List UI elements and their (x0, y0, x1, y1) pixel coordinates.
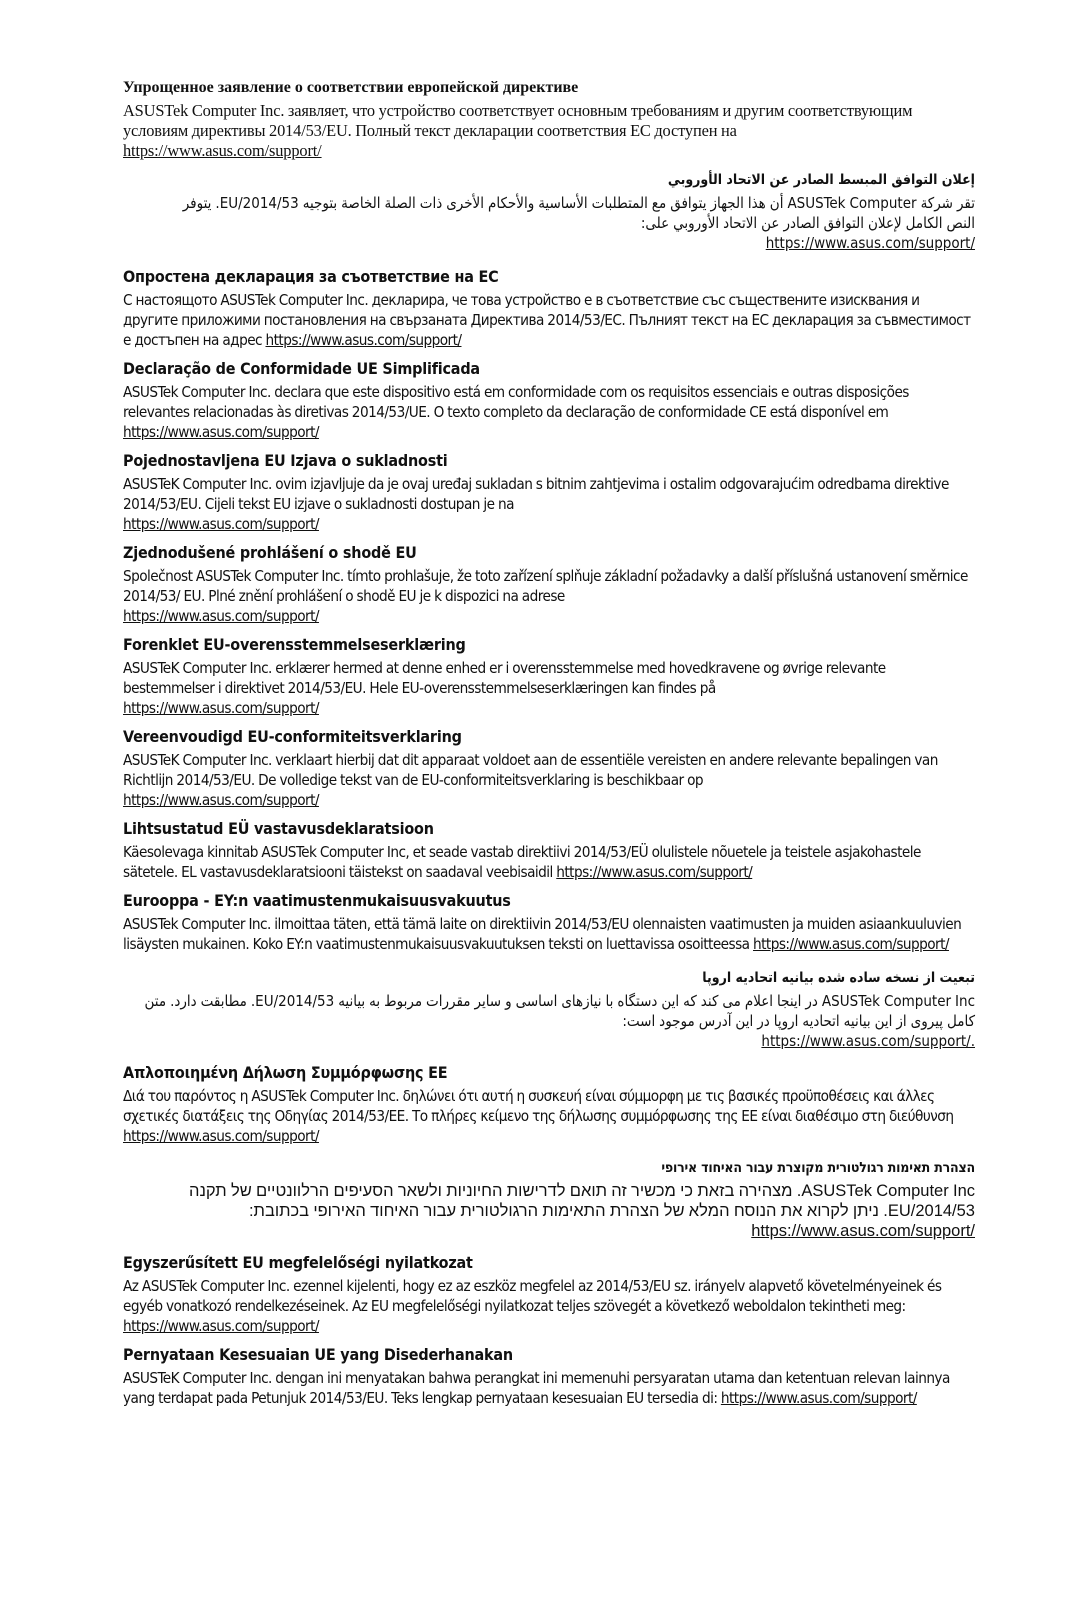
section-body: Διά του παρόντος η ASUSTek Computer Inc. δηλώνει ότι αυτή η συσκευή είναι σύμμορφη με τις βασικές προϋποθέσεις και άλλες σχετικές διατάξεις της Οδηγίας 2014/53/ΕΕ. Το πλήρες κείμενο της δήλωσης συμμόρφωσης της ΕΕ είναι διαθέσιμο στη διεύθυνση https://www.asus.com/support/ (123, 1087, 954, 1145)
section-body: ASUSTek Computer Inc در اینجا اعلام می کند که این دستگاه با نیازهای اساسی و سایر مقررات مربوط به بیانیه 2014/53/EU. مطابقت دارد. متن کامل پیروی از این بیانیه اتحادیه اروپا در این آدرس موجود است: https://www.asus.com/support/. (144, 992, 975, 1050)
section-indonesian (123, 1345, 975, 1408)
support-link[interactable]: https://www.asus.com/support/ (123, 141, 322, 160)
section-finnish (123, 891, 975, 954)
section-body: Společnost ASUSTek Computer Inc. tímto prohlašuje, že toto zařízení splňuje základní požadavky a další příslušná ustanovení směrnice 2014/53/ EU. Plné znění prohlášení o shodě EU je k dispozici na adrese https://www.asus.com/support/ (123, 567, 968, 625)
section-heading: Egyszerűsített EU megfelelőségi nyilatkozat (123, 1253, 473, 1272)
section-heading: إعلان التوافق المبسط الصادر عن الاتحاد الأوروبي (667, 172, 975, 188)
support-link[interactable]: https://www.asus.com/support/ (123, 1127, 319, 1145)
section-body: Käesolevaga kinnitab ASUSTek Computer Inc, et seade vastab direktiivi 2014/53/EÜ olulistele nõuetele ja teistele asjakohastele sätetele. EL vastavusdeklaratsiooni täistekst on saadaval veebisaidil https://www.asus.com/support/ (123, 843, 921, 881)
section-body: ASUSTeK Computer Inc. verklaart hierbij dat dit apparaat voldoet aan de essentiële vereisten en andere relevante bepalingen van Richtlijn 2014/53/EU. De volledige tekst van de EU-conformiteitsverklaring is beschikbaar op https://www.asus.com/support/ (123, 751, 938, 809)
section-body: ASUSTeK Computer Inc. erklærer hermed at denne enhed er i overensstemmelse med hovedkravene og øvrige relevante bestemmelser i direktivet 2014/53/EU. Hele EU-overensstemmelseserklæringen kan findes på https://www.asus.com/support/ (123, 659, 886, 717)
section-body: ASUSTek Computer Inc. ilmoittaa täten, että tämä laite on direktiivin 2014/53/EU olennaisten vaatimusten ja muiden asiaankuuluvien lisäysten mukainen. Koko EY:n vaatimustenmukaisuusvakuutuksen teksti on luettavissa osoitteessa https://www.asus.com/support/ (123, 915, 962, 953)
section-body: تقر شركة ASUSTek Computer أن هذا الجهاز يتوافق مع المتطلبات الأساسية والأحكام الأخرى ذات الصلة الخاصة بتوجيه 2014/53/EU. يتوفر النص الكامل لإعلان التوافق الصادر عن الاتحاد الأوروبي على: https://www.asus.com/support/ (182, 194, 975, 252)
section-heading: הצהרת תאימות רגולטורית מקוצרת עבור האיחוד אירופי (661, 1160, 975, 1176)
section-greek (123, 1063, 975, 1146)
section-danish (123, 635, 975, 718)
support-link[interactable]: https://www.asus.com/support/. (761, 1032, 975, 1050)
section-body: ASUSTek Computer Inc. מצהירה בזאת כי מכשיר זה תואם לדרישות החיוניות ולשאר הסעיפים הרלוונטיים של תקנה 2014/53/EU. ניתן לקרוא את הנוסח המלא של הצהרת התאימות הרגולטורית עבור האיחוד האירופי בכתובת: https://www.asus.com/support/ (188, 1182, 975, 1240)
section-hungarian (123, 1253, 975, 1336)
section-heading: Упрощенное заявление о соответствии европейской директиве (123, 79, 579, 96)
section-heading: تبعیت از نسخه ساده شده بیانیه اتحادیه اروپا (702, 970, 975, 986)
section-body: ASUSTeK Computer Inc. ovim izjavljuje da je ovaj uređaj sukladan s bitnim zahtjevima i ostalim odgovarajućim odredbama direktive 2014/53/EU. Cijeli tekst EU izjave o sukladnosti dostupan je na https://www.asus.com/support/ (123, 475, 949, 533)
section-czech (123, 543, 975, 626)
support-link[interactable]: https://www.asus.com/support/ (123, 423, 319, 441)
support-link[interactable]: https://www.asus.com/support/ (765, 234, 975, 252)
section-russian (123, 78, 975, 161)
support-link[interactable]: https://www.asus.com/support/ (123, 791, 319, 809)
section-heading: Vereenvoudigd EU-conformiteitsverklaring (123, 727, 462, 746)
section-body: ASUSTeK Computer Inc. dengan ini menyatakan bahwa perangkat ini memenuhi persyaratan utama dan ketentuan relevan lainnya yang terdapat pada Petunjuk 2014/53/EU. Teks lengkap pernyataan kesesuaian EU tersedia di: https://www.asus.com/support/ (123, 1369, 950, 1407)
section-heading: Declaração de Conformidade UE Simplificada (123, 359, 480, 378)
support-link[interactable]: https://www.asus.com/support/ (123, 699, 319, 717)
section-heading: Forenklet EU-overensstemmelseserklæring (123, 635, 466, 654)
section-hebrew (123, 1158, 975, 1241)
section-heading: Pojednostavljena EU Izjava o sukladnosti (123, 451, 448, 470)
section-portuguese (123, 359, 975, 442)
support-link[interactable]: https://www.asus.com/support/ (753, 935, 949, 953)
support-link[interactable]: https://www.asus.com/support/ (556, 863, 753, 881)
section-body: С настоящото ASUSTek Computer Inc. декларира, че това устройство е в съответствие със съществените изисквания и другите приложими постановления на свързаната Директива 2014/53/EC. Пълният текст на ЕС декларация за съвместимост е достъпен на адрес https://www.asus.com/support/ (123, 291, 971, 349)
support-link[interactable]: https://www.asus.com/support/ (123, 607, 319, 625)
section-body: Az ASUSTek Computer Inc. ezennel kijelenti, hogy ez az eszköz megfelel az 2014/53/EU sz. irányelv alapvető követelményeinek és egyéb vonatkozó rendelkezéseinek. Az EU megfelelőségi nyilatkozat teljes szövegét a következő weboldalon tekintheti meg: https://www.asus.com/support/ (123, 1277, 942, 1335)
section-heading: Zjednodušené prohlášení o shodě EU (123, 543, 417, 562)
section-heading: Lihtsustatud EÜ vastavusdeklaratsioon (123, 819, 434, 838)
section-heading: Απλοποιημένη Δήλωση Συμμόρφωσης ΕΕ (123, 1063, 448, 1082)
section-body: ASUSTek Computer Inc. declara que este dispositivo está em conformidade com os requisitos essenciais e outras disposições relevantes relacionadas às diretivas 2014/53/UE. O texto completo da declaração de conformidade CE está disponível em https://www.asus.com/support/ (123, 383, 909, 441)
support-link[interactable]: https://www.asus.com/support/ (751, 1222, 975, 1240)
section-estonian (123, 819, 975, 882)
section-croatian (123, 451, 975, 534)
support-link[interactable]: https://www.asus.com/support/ (123, 1317, 319, 1335)
section-heading: Eurooppa - EY:n vaatimustenmukaisuusvakuutus (123, 891, 511, 910)
section-body: ASUSTek Computer Inc. заявляет, что устройство соответствует основным требованиям и другим соответствующим условиям директивы 2014/53/EU. Полный текст декларации соответствия ЕС доступен на https://www.asus.com/support/ (123, 101, 913, 160)
support-link[interactable]: https://www.asus.com/support/ (123, 515, 319, 533)
section-bulgarian (123, 267, 975, 350)
support-link[interactable]: https://www.asus.com/support/ (720, 1389, 917, 1407)
support-link[interactable]: https://www.asus.com/support/ (265, 331, 462, 349)
section-heading: Pernyataan Kesesuaian UE yang Disederhanakan (123, 1345, 513, 1364)
section-arabic (123, 170, 975, 253)
section-dutch (123, 727, 975, 810)
section-heading: Опростена декларация за съответствие на ЕС (123, 267, 499, 286)
section-persian (123, 968, 975, 1051)
